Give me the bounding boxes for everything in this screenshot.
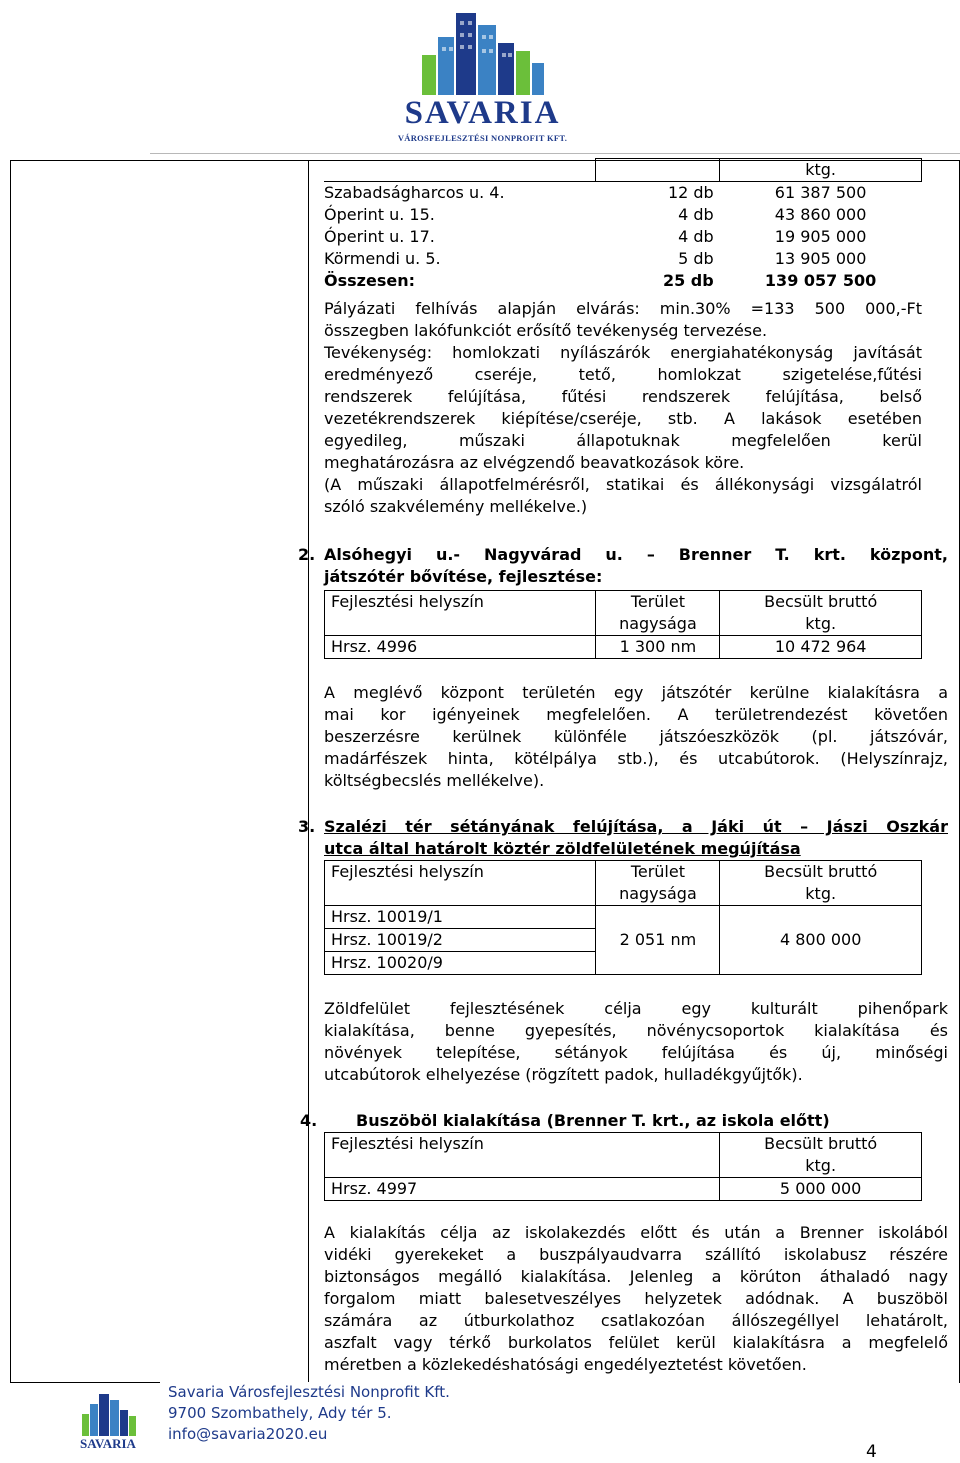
section-2-description <box>324 682 948 792</box>
footer-logo-text: SAVARIA <box>80 1436 136 1451</box>
table-row <box>325 906 922 929</box>
table-cell: 61 387 500 <box>774 183 867 202</box>
table-cell <box>596 159 720 182</box>
table-cell: Összesen: <box>324 271 415 290</box>
section-title-line: Alsóhegyi u.- Nagyvárad u. – Brenner T. krt. központ, <box>324 545 948 564</box>
text-line: meghatározásra az elvégzendő beavatkozások köre. <box>324 453 745 472</box>
table-cell: 25 db <box>662 271 714 290</box>
text-line: A meglévő központ területén egy játszótér kerülne kialakításra a <box>324 683 948 702</box>
section-title-line: utca által határolt köztér zöldfelületének megújítása <box>324 839 801 858</box>
text-line: madárfészek hinta, kötélpálya stb.), és utcabútorok. (Helyszínrajz, <box>324 749 948 768</box>
table-row <box>324 159 922 182</box>
text-line: szóló szakvélemény mellékelve.) <box>324 497 588 516</box>
table-row <box>325 1178 922 1201</box>
section-4-number: 4. <box>300 1111 318 1130</box>
text-line: beszerzésre kerülnek különféle játszóeszközök (pl. játszóvár, <box>324 727 948 746</box>
housing-table <box>324 158 922 292</box>
table-header-cell: Fejlesztési helyszín <box>325 591 596 636</box>
footer-divider <box>10 1382 160 1383</box>
text-line: (A műszaki állapotfelmérésről, statikai és állékonysági vizsgálatról <box>324 475 922 494</box>
text-line: összegben lakófunkciót erősítő tevékenység tervezése. <box>324 321 768 340</box>
table-cell: Hrsz. 4997 <box>325 1178 720 1201</box>
footer-address: 9700 Szombathely, Ady tér 5. <box>168 1404 392 1422</box>
table-header-cell: Fejlesztési helyszín <box>325 1133 720 1178</box>
table-cell: 5 000 000 <box>720 1178 922 1201</box>
footer-skyline-icon <box>58 1390 158 1452</box>
table-cell: 4 db <box>678 205 714 224</box>
table-cell: 19 905 000 <box>774 227 867 246</box>
table-cell: 13 905 000 <box>774 249 867 268</box>
section-2-number: 2. <box>298 545 316 564</box>
section-3-number: 3. <box>298 817 316 836</box>
section-4-table <box>324 1132 922 1201</box>
text-line: aszfalt vagy térkő burkolatos felület kerül kialakításra a megfelelő <box>324 1333 948 1352</box>
table-total-row <box>324 270 922 292</box>
table-cell: 10 472 964 <box>720 636 922 659</box>
table-cell: 43 860 000 <box>774 205 867 224</box>
text-line: A kialakítás célja az iskolakezdés előtt és után a Brenner iskolából <box>324 1223 948 1242</box>
text-line: vidéki gyerekeket a buszpályaudvarra szállító iskolabusz részére <box>324 1245 948 1264</box>
footer-company: Savaria Városfejlesztési Nonprofit Kft. <box>168 1383 450 1401</box>
section-4-description <box>324 1222 948 1376</box>
table-cell: ktg. <box>720 159 922 182</box>
text-line: rendszerek felújítása, fűtési rendszerek felújítása, belső <box>324 387 922 406</box>
table-row <box>324 226 922 248</box>
text-line: utcabútorok elhelyezése (rögzített padok, hulladékgyűjtők). <box>324 1065 803 1084</box>
table-cell: Óperint u. 15. <box>324 205 435 224</box>
section-2-title <box>324 544 948 588</box>
table-cell: Körmendi u. 5. <box>324 249 441 268</box>
text-line: Tevékenység: homlokzati nyílászárók energiahatékonyság javítását <box>324 343 922 362</box>
section-title-line: Szalézi tér sétányának felújítása, a Jáki út – Jászi Oszkár <box>324 817 948 836</box>
text-line: növények telepítése, sétányok felújítása és új, minőségi <box>324 1043 948 1062</box>
housing-description <box>324 298 922 518</box>
text-line: számára az útburkolathoz csatlakozóan állószegéllyel lehatárolt, <box>324 1311 948 1330</box>
table-cell: 1 300 nm <box>596 636 720 659</box>
footer-email[interactable]: info@savaria2020.eu <box>168 1425 328 1443</box>
text-line: biztonságos megálló kialakítása. Jelenleg a körúton áthaladó nagy <box>324 1267 948 1286</box>
text-line: Zöldfelület fejlesztésének célja egy kulturált pihenőpark <box>324 999 948 1018</box>
text-line: eredményező cseréje, tető, homlokzat szigetelése,fűtési <box>324 365 922 384</box>
text-line: forgalom miatt balesetveszélyes helyzetek adódnak. A buszöböl <box>324 1289 948 1308</box>
table-header-cell: Becsült bruttó ktg. <box>720 591 922 636</box>
savaria-logo <box>370 5 595 143</box>
section-3-description <box>324 998 948 1086</box>
logo-title: SAVARIA <box>404 95 561 131</box>
section-4-title: Buszöböl kialakítása (Brenner T. krt., az iskola előtt) <box>356 1111 830 1130</box>
table-cell: Hrsz. 10020/9 <box>325 952 596 975</box>
table-cell <box>324 159 596 182</box>
table-cell: Óperint u. 17. <box>324 227 435 246</box>
table-cell: 139 057 500 <box>764 271 877 290</box>
table-cell: 5 db <box>678 249 714 268</box>
section-title-line: játszótér bővítése, fejlesztése: <box>324 567 603 586</box>
table-row <box>324 204 922 226</box>
table-header-cell: Terület nagysága <box>596 591 720 636</box>
text-line: kialakítása, benne gyepesítés, növénycsoportok kialakítása és <box>324 1021 948 1040</box>
section-2-table <box>324 590 922 659</box>
table-header-cell: Becsült bruttó ktg. <box>720 861 922 906</box>
table-cell: Hrsz. 10019/1 <box>325 906 596 929</box>
table-cell: Szabadságharcos u. 4. <box>324 183 505 202</box>
table-header-row <box>325 861 922 906</box>
text-line: mai kor igényeinek megfelelően. A területrendezést követően <box>324 705 948 724</box>
text-line: méretben a közlekedéshatósági engedélyeztetést követően. <box>324 1355 807 1374</box>
table-header-row <box>325 591 922 636</box>
footer-logo <box>58 1390 158 1452</box>
text-line: egyedileg, műszaki állapotuknak megfelelően kerül <box>324 431 922 450</box>
section-3-title <box>324 816 948 860</box>
table-cell: 2 051 nm <box>596 906 720 975</box>
table-row <box>324 182 922 205</box>
table-cell: 12 db <box>667 183 714 202</box>
frame-column-divider <box>308 160 309 1382</box>
page-number: 4 <box>866 1442 877 1462</box>
table-cell: 4 800 000 <box>720 906 922 975</box>
logo-subtitle: VÁROSFEJLESZTÉSI NONPROFIT KFT. <box>397 133 568 143</box>
table-header-row <box>325 1133 922 1178</box>
table-header-cell: Terület nagysága <box>596 861 720 906</box>
table-cell: 4 db <box>678 227 714 246</box>
text-line: vezetékrendszerek kiépítése/cseréje, stb. A lakások esetében <box>324 409 922 428</box>
section-3-table <box>324 860 922 975</box>
table-cell: Hrsz. 10019/2 <box>325 929 596 952</box>
text-line: költségbecslés mellékelve). <box>324 771 545 790</box>
footer-contact <box>168 1382 450 1445</box>
table-cell: Hrsz. 4996 <box>325 636 596 659</box>
table-header-cell: Fejlesztési helyszín <box>325 861 596 906</box>
city-skyline-icon <box>370 5 595 100</box>
table-header-cell: Becsült bruttó ktg. <box>720 1133 922 1178</box>
header-divider <box>150 153 960 154</box>
table-row <box>324 248 922 270</box>
table-row <box>325 636 922 659</box>
text-line: Pályázati felhívás alapján elvárás: min.30% =133 500 000,-Ft <box>324 299 922 318</box>
